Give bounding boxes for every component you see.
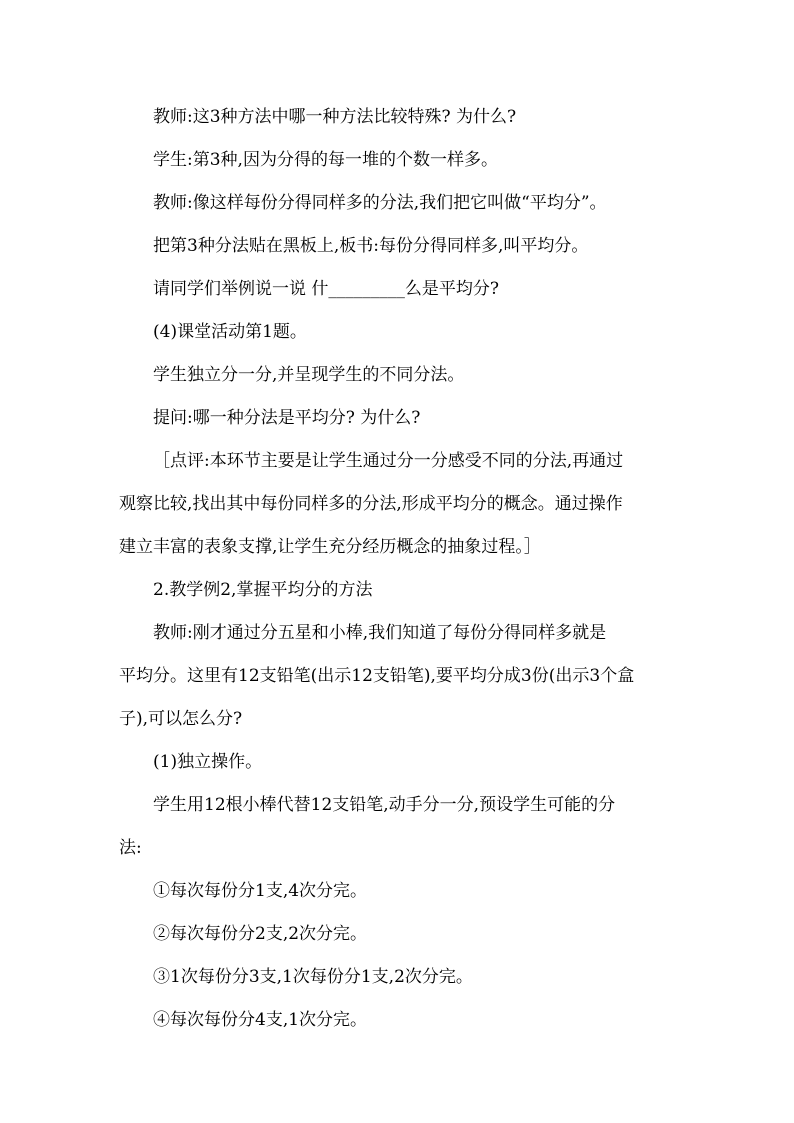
teacher-line: 教师:刚才通过分五星和小棒,我们知道了每份分得同样多就是 xyxy=(153,623,607,643)
step-independent-operation: (1)独立操作。 xyxy=(153,752,263,772)
paragraph-student-answer: 学生:第3种,因为分得的每一堆的个数一样多。 xyxy=(153,150,498,170)
student-line: 学生用12根小棒代替12支铅笔,动手分一分,预设学生可能的分 xyxy=(153,795,616,815)
paragraph-class-activity: (4)课堂活动第1题。 xyxy=(153,322,307,342)
document-body xyxy=(119,102,679,1048)
comment-line: 建立丰富的表象支撑,让学生充分经历概念的抽象过程。］ xyxy=(119,537,541,557)
student-paragraph xyxy=(119,784,679,870)
paragraph-example-prompt: 请同学们举例说一说 什_________么是平均分? xyxy=(153,279,500,299)
comment-block xyxy=(119,440,679,569)
section-heading: 2.教学例2,掌握平均分的方法 xyxy=(153,580,373,600)
method-item: ④每次每份分4支,1次分完。 xyxy=(153,1010,368,1030)
paragraph-student-divide: 学生独立分一分,并呈现学生的不同分法。 xyxy=(153,365,465,385)
paragraph-blackboard: 把第3种分法贴在黑板上,板书:每份分得同样多,叫平均分。 xyxy=(153,236,589,256)
teacher-paragraph xyxy=(119,612,679,741)
comment-line: ［点评:本环节主要是让学生通过分一分感受不同的分法,再通过 xyxy=(153,451,624,471)
paragraph-teacher-question: 教师:这3种方法中哪一种方法比较特殊? 为什么? xyxy=(153,107,517,127)
method-item: ①每次每份分1支,4次分完。 xyxy=(153,881,368,901)
comment-line: 观察比较,找出其中每份同样多的分法,形成平均分的概念。通过操作 xyxy=(119,494,623,514)
teacher-line: 子),可以怎么分? xyxy=(119,709,243,729)
student-line: 法: xyxy=(119,838,142,858)
teacher-line: 平均分。这里有12支铅笔(出示12支铅笔),要平均分成3份(出示3个盒 xyxy=(119,666,635,686)
paragraph-teacher-definition: 教师:像这样每份分得同样多的分法,我们把它叫做“平均分”。 xyxy=(153,193,607,213)
paragraph-question-which: 提问:哪一种分法是平均分? 为什么? xyxy=(153,408,421,428)
method-item: ③1次每份分3支,1次每份分1支,2次分完。 xyxy=(153,967,473,987)
method-item: ②每次每份分2支,2次分完。 xyxy=(153,924,368,944)
